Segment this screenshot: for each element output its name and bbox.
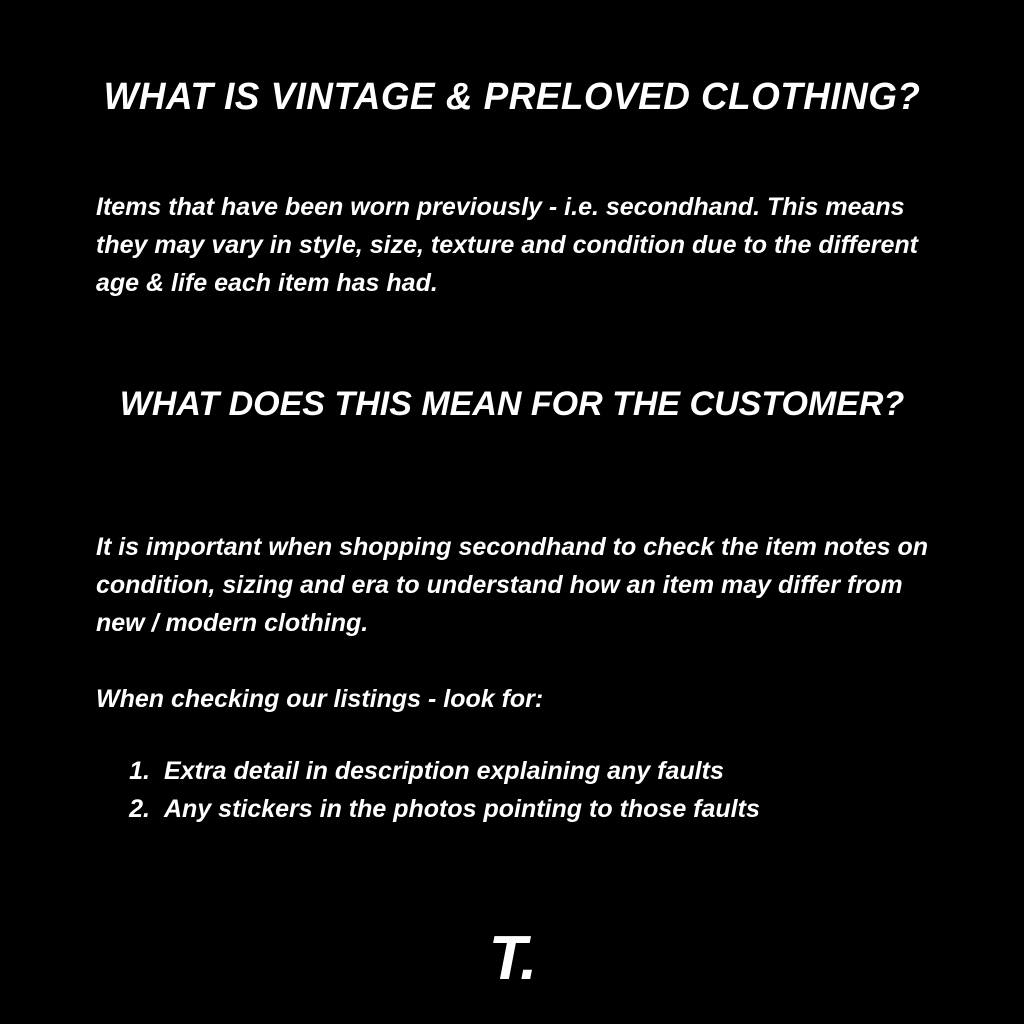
brand-logo: T. bbox=[488, 924, 536, 993]
page-title: WHAT IS VINTAGE & PRELOVED CLOTHING? bbox=[103, 76, 921, 118]
checklist-lead-in: When checking our listings - look for: bbox=[96, 685, 544, 713]
checklist bbox=[126, 752, 946, 828]
list-item-number: 1. bbox=[129, 757, 150, 785]
definition-paragraph: Items that have been worn previously - i.e. secondhand. This means they may vary in style, size, texture and condition due to the different age & life each item has had. bbox=[96, 193, 918, 297]
guidance-paragraph: It is important when shopping secondhand to check the item notes on condition, sizing and era to understand how an item may differ from new / modern clothing. bbox=[96, 533, 929, 637]
list-item-number: 2. bbox=[129, 795, 150, 823]
section-title-customer-impact: WHAT DOES THIS MEAN FOR THE CUSTOMER? bbox=[119, 385, 905, 423]
list-item-label: Any stickers in the photos pointing to those faults bbox=[164, 795, 760, 823]
list-item-label: Extra detail in description explaining any faults bbox=[164, 757, 724, 785]
list-item bbox=[126, 790, 946, 828]
list-item bbox=[126, 752, 946, 790]
